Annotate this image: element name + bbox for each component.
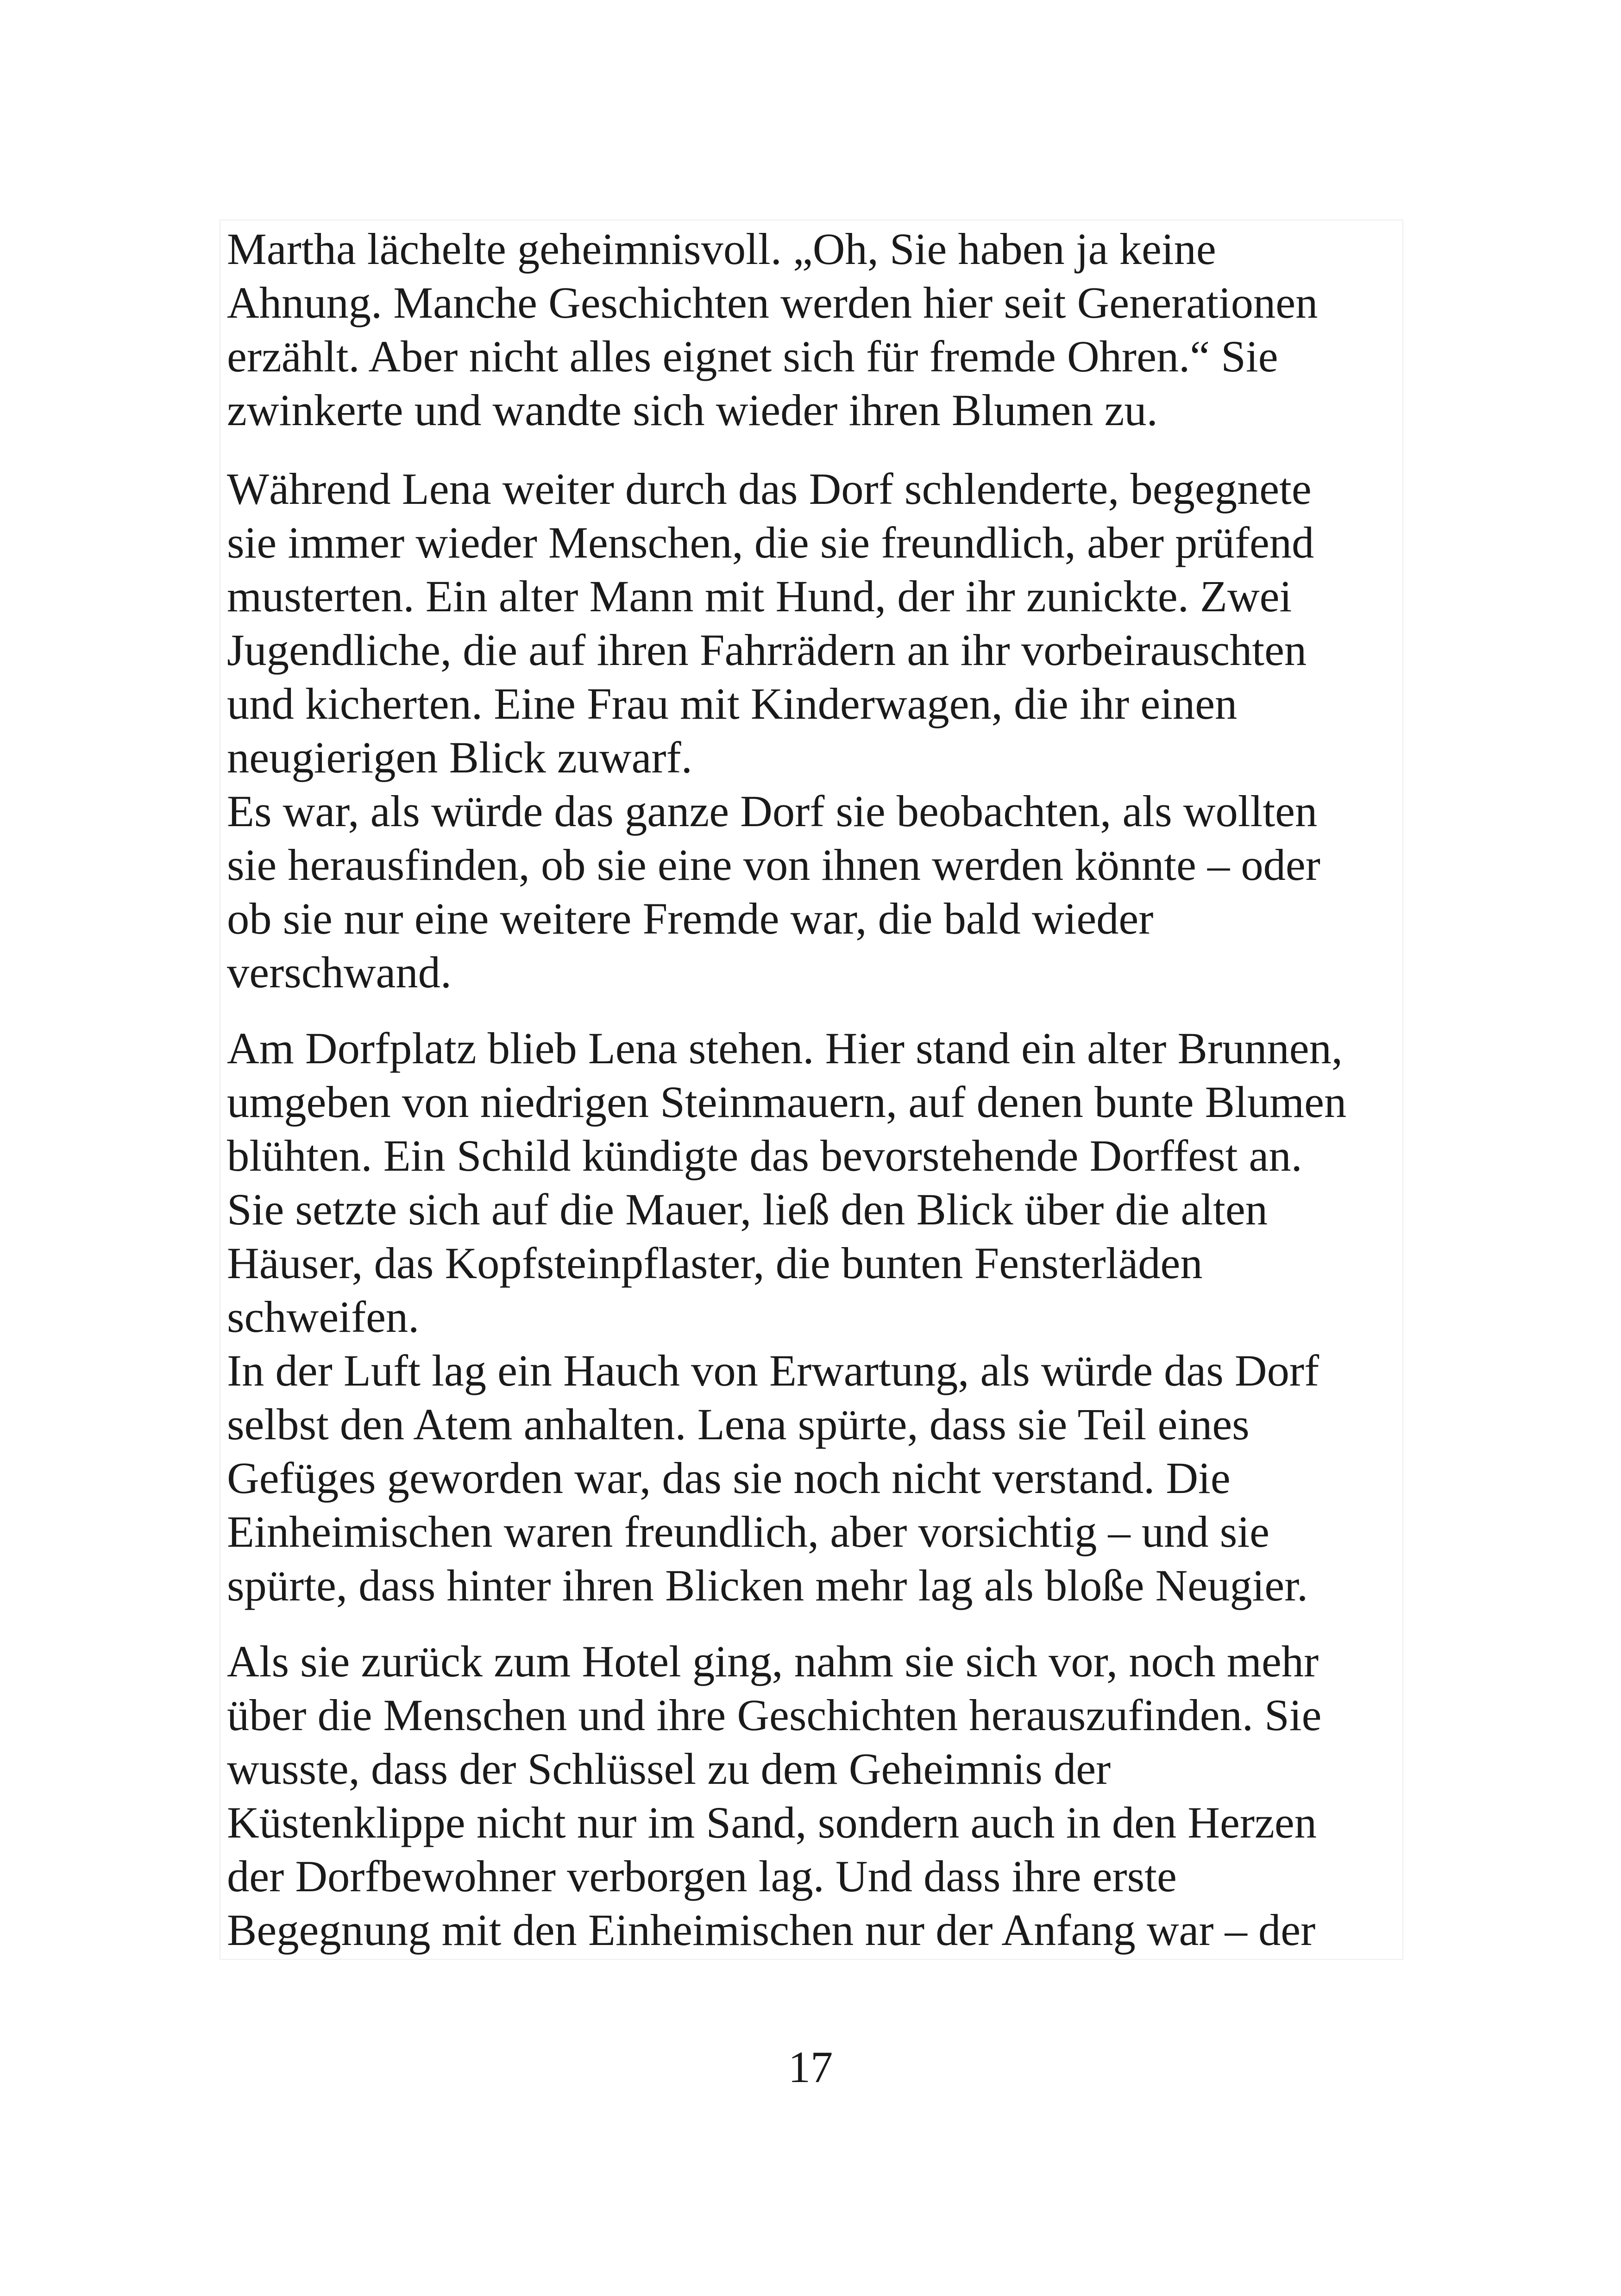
text-line: wusste, dass der Schlüssel zu dem Geheimnis der	[227, 1744, 1111, 1794]
text-line: sie herausfinden, ob sie eine von ihnen werden könnte – oder	[227, 840, 1320, 890]
paragraph	[227, 222, 1399, 437]
text-line: Jugendliche, die auf ihren Fahrrädern an ihr vorbeirauschten	[227, 625, 1307, 675]
text-line: und kicherten. Eine Frau mit Kinderwagen, die ihr einen	[227, 679, 1238, 728]
text-line: musterten. Ein alter Mann mit Hund, der ihr zunickte. Zwei	[227, 571, 1292, 621]
page-number: 17	[788, 2042, 833, 2092]
text-line: selbst den Atem anhalten. Lena spürte, dass sie Teil eines	[227, 1399, 1250, 1449]
text-line: schweifen.	[227, 1292, 420, 1342]
text-line: Gefüges geworden war, das sie noch nicht verstand. Die	[227, 1453, 1231, 1503]
text-line: umgeben von niedrigen Steinmauern, auf denen bunte Blumen	[227, 1077, 1347, 1127]
text-line: Während Lena weiter durch das Dorf schlenderte, begegnete	[227, 464, 1312, 514]
text-line: Ahnung. Manche Geschichten werden hier seit Generationen	[227, 278, 1318, 327]
paragraph	[227, 1635, 1399, 1957]
paragraph	[227, 462, 1399, 999]
text-line: verschwand.	[227, 947, 452, 997]
text-line: ob sie nur eine weitere Fremde war, die bald wieder	[227, 894, 1154, 943]
text-line: In der Luft lag ein Hauch von Erwartung, als würde das Dorf	[227, 1346, 1319, 1395]
text-line: Am Dorfplatz blieb Lena stehen. Hier stand ein alter Brunnen,	[227, 1023, 1343, 1073]
text-line: über die Menschen und ihre Geschichten herauszufinden. Sie	[227, 1690, 1322, 1740]
text-line: Als sie zurück zum Hotel ging, nahm sie sich vor, noch mehr	[227, 1637, 1319, 1686]
text-line: zwinkerte und wandte sich wieder ihren Blumen zu.	[227, 385, 1158, 435]
text-line: Küstenklippe nicht nur im Sand, sondern auch in den Herzen	[227, 1798, 1317, 1847]
text-line: Häuser, das Kopfsteinpflaster, die bunten Fensterläden	[227, 1238, 1203, 1288]
text-line: Einheimischen waren freundlich, aber vorsichtig – und sie	[227, 1507, 1269, 1556]
text-line: Es war, als würde das ganze Dorf sie beobachten, als wollten	[227, 786, 1318, 836]
text-line: sie immer wieder Menschen, die sie freundlich, aber prüfend	[227, 518, 1314, 567]
text-line: blühten. Ein Schild kündigte das bevorstehende Dorffest an.	[227, 1131, 1302, 1180]
text-line: neugierigen Blick zuwarf.	[227, 733, 692, 782]
text-line: der Dorfbewohner verborgen lag. Und dass ihre erste	[227, 1851, 1177, 1901]
text-line: Begegnung mit den Einheimischen nur der Anfang war – der	[227, 1905, 1316, 1955]
paragraph	[227, 1022, 1399, 1612]
text-line: Sie setzte sich auf die Mauer, ließ den Blick über die alten	[227, 1185, 1268, 1234]
text-line: erzählt. Aber nicht alles eignet sich für fremde Ohren.“ Sie	[227, 332, 1278, 381]
text-line: spürte, dass hinter ihren Blicken mehr lag als bloße Neugier.	[227, 1561, 1308, 1610]
text-line: Martha lächelte geheimnisvoll. „Oh, Sie haben ja keine	[227, 224, 1216, 274]
